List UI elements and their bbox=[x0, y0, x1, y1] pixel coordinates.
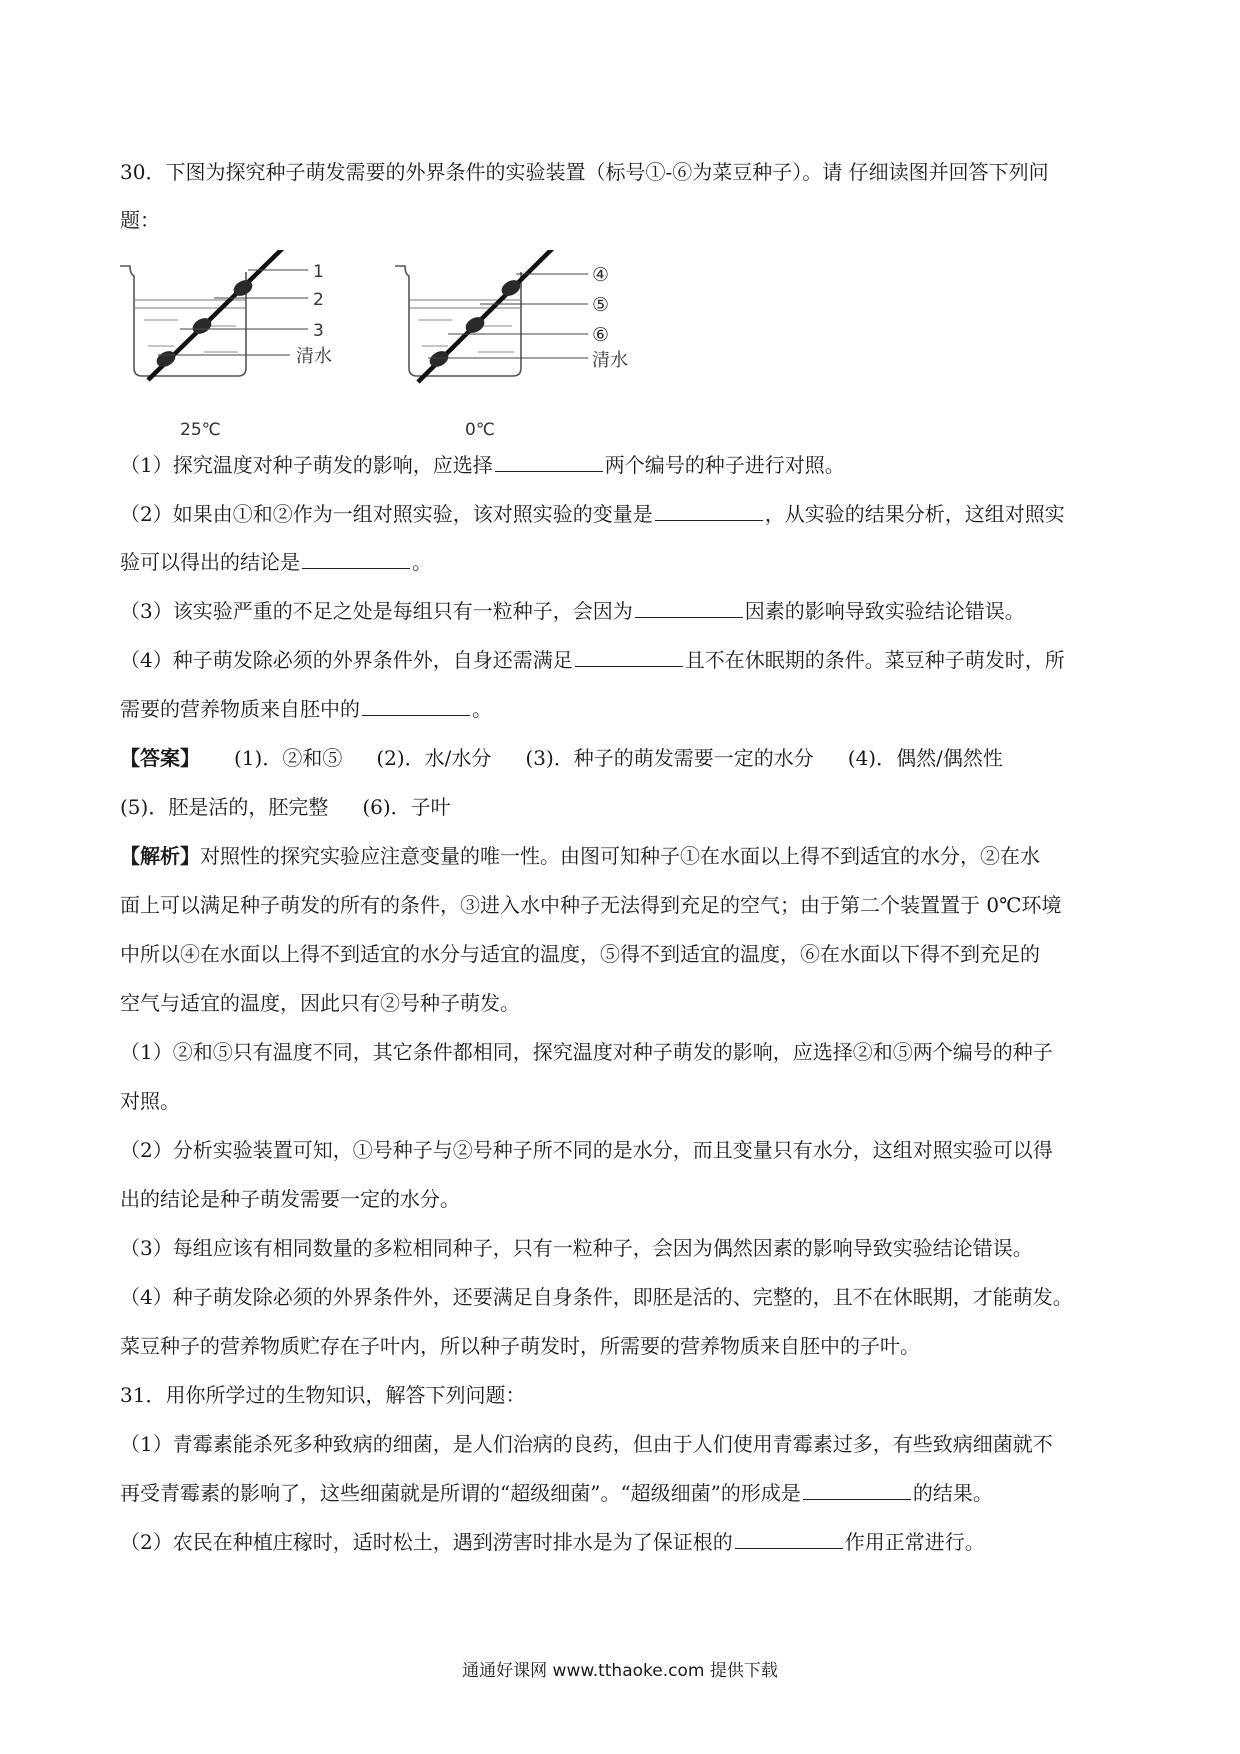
answer-blank bbox=[362, 695, 470, 716]
answer-blank bbox=[495, 451, 603, 472]
answer-blank bbox=[803, 1479, 911, 1500]
left-temperature: 25℃ bbox=[180, 420, 221, 440]
label-2: 2 bbox=[313, 290, 324, 310]
answer-line1 bbox=[120, 743, 1003, 773]
analysis-line: 对照。 bbox=[120, 1089, 180, 1113]
answer-2: (2)．水/水分 bbox=[376, 746, 492, 770]
right-temperature: 0℃ bbox=[465, 420, 495, 440]
label-5: ⑤ bbox=[592, 294, 610, 316]
answer-blank bbox=[735, 1528, 843, 1549]
label-6: ⑥ bbox=[592, 324, 610, 346]
seed-germination-figure bbox=[118, 250, 738, 445]
answer-3: (3)．种子的萌发需要一定的水分 bbox=[525, 746, 814, 770]
label-4: ④ bbox=[592, 264, 610, 286]
analysis-line: 中所以④在水面以上得不到适宜的水分与适宜的温度，⑤得不到适宜的温度，⑥在水面以下得不到充足的 bbox=[120, 942, 1040, 966]
q30-sub3: （3）该实验严重的不足之处是每组只有一粒种子，会因为 因素的影响导致实验结论错误。 bbox=[120, 599, 1025, 623]
answer-4: (4)．偶然/偶然性 bbox=[847, 746, 1003, 770]
label-water-right: 清水 bbox=[592, 350, 628, 371]
answer-5: (5)．胚是活的，胚完整 bbox=[120, 795, 329, 819]
q30-sub4-cont: 需要的营养物质来自胚中的 。 bbox=[120, 697, 492, 721]
analysis-line: （1）②和⑤只有温度不同，其它条件都相同，探究温度对种子萌发的影响，应选择②和⑤两个编号的种子 bbox=[120, 1040, 1053, 1064]
right-beaker bbox=[395, 250, 628, 440]
left-beaker bbox=[120, 250, 332, 440]
q30-sub4: （4）种子萌发除必须的外界条件外，自身还需满足 且不在休眠期的条件。菜豆种子萌发时，所 bbox=[120, 648, 1065, 672]
analysis-line: 空气与适宜的温度，因此只有②号种子萌发。 bbox=[120, 991, 520, 1015]
page-footer: 通通好课网 www.tthaoke.com 提供下载 bbox=[462, 1661, 778, 1681]
q30-stem-line2: 题： bbox=[120, 208, 160, 232]
analysis-tag: 【解析】 bbox=[120, 844, 200, 868]
label-1: 1 bbox=[313, 262, 324, 282]
label-3: 3 bbox=[313, 321, 324, 341]
analysis-line: 面上可以满足种子萌发的所有的条件，③进入水中种子无法得到充足的空气；由于第二个装置置于 0℃环境 bbox=[120, 893, 1062, 917]
q31-sub1: （1）青霉素能杀死多种致病的细菌，是人们治病的良药，但由于人们使用青霉素过多，有些致病细菌就不 bbox=[120, 1432, 1053, 1456]
q31-sub2: （2）农民在种植庄稼时，适时松土，遇到涝害时排水是为了保证根的 作用正常进行。 bbox=[120, 1530, 985, 1554]
analysis-line: 菜豆种子的营养物质贮存在子叶内，所以种子萌发时，所需要的营养物质来自胚中的子叶。 bbox=[120, 1334, 920, 1358]
analysis-line: 出的结论是种子萌发需要一定的水分。 bbox=[120, 1187, 460, 1211]
answer-line2 bbox=[120, 792, 451, 822]
q30-sub1: （1）探究温度对种子萌发的影响，应选择 两个编号的种子进行对照。 bbox=[120, 453, 845, 477]
q31-sub1-cont: 再受青霉素的影响了，这些细菌就是所谓的“超级细菌”。“超级细菌”的形成是 的结果。 bbox=[120, 1481, 993, 1505]
answer-blank bbox=[635, 597, 743, 618]
answer-blank bbox=[302, 548, 410, 569]
answer-blank bbox=[575, 646, 683, 667]
q30-sub2-cont: 验可以得出的结论是 。 bbox=[120, 550, 432, 574]
q31-stem: 31．用你所学过的生物知识，解答下列问题： bbox=[120, 1383, 526, 1407]
answer-tag: 【答案】 bbox=[120, 746, 200, 770]
q30-sub2: （2）如果由①和②作为一组对照实验，该对照实验的变量是 ，从实验的结果分析，这组对照实 bbox=[120, 502, 1065, 526]
label-water-left: 清水 bbox=[296, 346, 332, 367]
analysis-line: （2）分析实验装置可知，①号种子与②号种子所不同的是水分，而且变量只有水分，这组对照实验可以得 bbox=[120, 1138, 1053, 1162]
answer-blank bbox=[655, 500, 763, 521]
answer-6: (6)．子叶 bbox=[362, 795, 451, 819]
analysis-line: （3）每组应该有相同数量的多粒相同种子，只有一粒种子，会因为偶然因素的影响导致实验结论错误。 bbox=[120, 1236, 1033, 1260]
analysis-line: 【解析】对照性的探究实验应注意变量的唯一性。由图可知种子①在水面以上得不到适宜的水分，②在水 bbox=[120, 844, 1040, 868]
answer-1: (1)．②和⑤ bbox=[234, 746, 343, 770]
analysis-line: （4）种子萌发除必须的外界条件外，还要满足自身条件，即胚是活的、完整的，且不在休眠期，才能萌发。 bbox=[120, 1285, 1073, 1309]
q30-stem-line1: 30．下图为探究种子萌发需要的外界条件的实验装置（标号①-⑥为菜豆种子）。请 仔细读图并回答下列问 bbox=[120, 160, 1049, 184]
